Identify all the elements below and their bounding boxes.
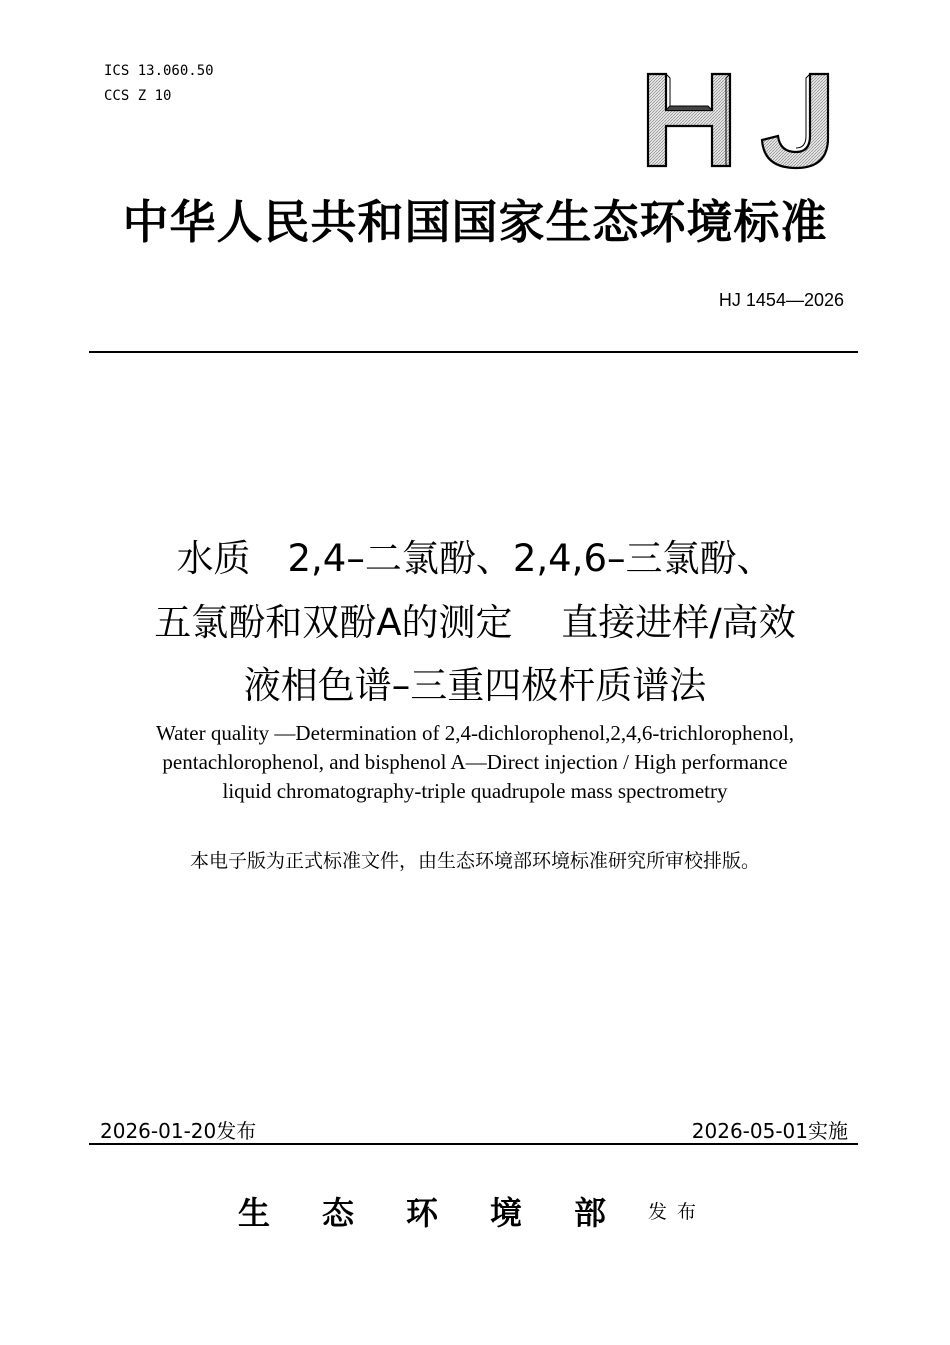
implementation-date: 2026-05-01实施 <box>691 1119 848 1143</box>
ics-code: ICS 13.060.50 <box>104 63 214 79</box>
en-title-line-2: pentachlorophenol, and bisphenol A—Direct injection / High performance <box>162 750 788 774</box>
cn-title-line-1: 水质 2,4–二氯酚、2,4,6–三氯酚、 <box>176 537 774 580</box>
issuing-authority: 生态环境部 <box>238 1194 659 1232</box>
cn-title-line-3: 液相色谱–三重四极杆质谱法 <box>243 664 707 707</box>
top-divider <box>89 351 858 353</box>
ccs-code: CCS Z 10 <box>104 88 172 104</box>
standard-number: HJ 1454—2026 <box>718 290 844 310</box>
hj-logo <box>640 68 835 172</box>
issue-label: 发布 <box>648 1201 707 1223</box>
bottom-divider <box>89 1143 858 1145</box>
en-title-line-3: liquid chromatography-triple quadrupole mass spectrometry <box>222 779 728 803</box>
en-title-line-1: Water quality —Determination of 2,4-dichlorophenol,2,4,6-trichlorophenol, <box>155 721 795 745</box>
electronic-version-notice: 本电子版为正式标准文件，由生态环境部环境标准研究所审校排版。 <box>189 850 760 872</box>
cn-title-line-2: 五氯酚和双酚A的测定 直接进样/高效 <box>154 601 796 644</box>
standard-category-title: 中华人民共和国国家生态环境标准 <box>122 195 828 249</box>
issue-date: 2026-01-20发布 <box>100 1119 257 1143</box>
